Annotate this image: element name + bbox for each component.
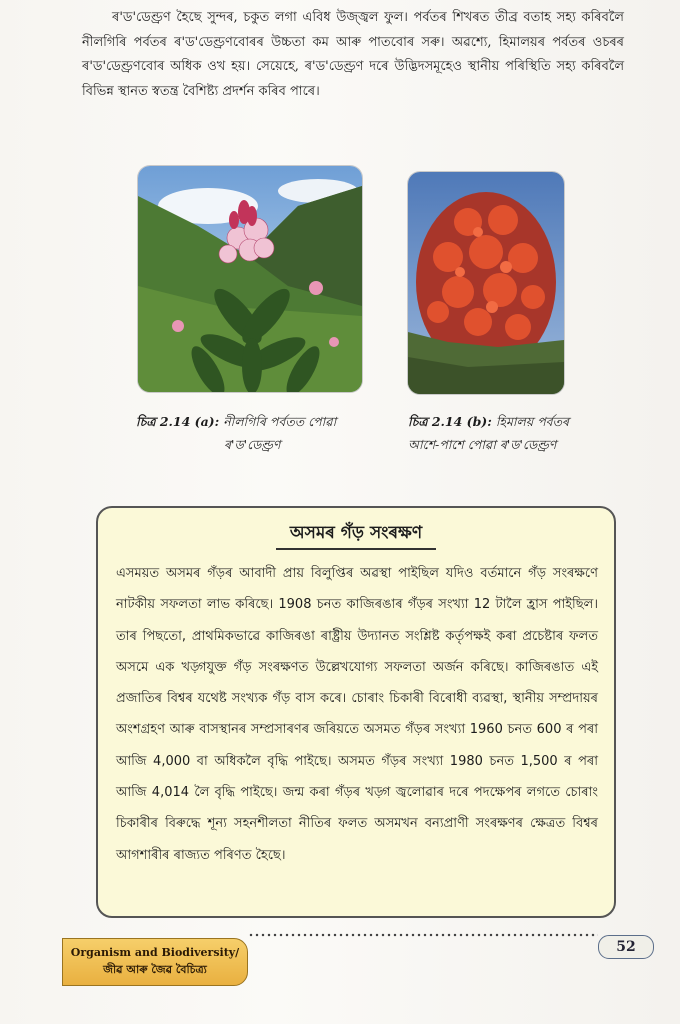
- caption-b-line1: হিমালয় পৰ্বতৰ: [495, 414, 570, 429]
- rhododendron-nilgiri-photo: [138, 166, 362, 392]
- rhino-conservation-box: [96, 506, 616, 918]
- caption-a-line1: নীলগিৰি পৰ্বতত পোৱা: [223, 414, 337, 429]
- figure-caption-a: [136, 410, 386, 456]
- figure-caption-b: [408, 410, 628, 456]
- intro-paragraph-block: [82, 6, 624, 104]
- footer-tab-english: Organism and Biodiversity/: [70, 946, 240, 959]
- caption-a-line2: ৰ'ড'ডেণ্ড্ৰণ: [224, 437, 281, 452]
- box-paragraph: এসময়ত অসমৰ গঁড়ৰ আবাদী প্ৰায় বিলুপ্তিৰ অৱস্থা পাইছিল যদিও বৰ্তমানে গঁড় সংৰক্ষণে নাটকীয় সফলতা লাভ কৰিছে। 1908 চনত কাজিৰঙাৰ গঁড়ৰ সংখ্যা 12 টালৈ হ্ৰাস পাইছিল। তাৰ পিছতো, প্ৰাথমিকভাৱে কাজিৰঙা ৰাষ্ট্ৰীয় উদ্যানত সংশ্লিষ্ট কৰ্তৃপক্ষই কৰা প্ৰচেষ্টাৰ ফলত অসমে এক খড়্গযুক্ত গঁড় সংৰক্ষণত উল্লেখযোগ্য সফলতা অৰ্জন কৰিছে। কাজিৰঙাত এই প্ৰজাতিৰ বিশ্বৰ যথেষ্ট সংখ্যক গঁড় বাস কৰে। চোৰাং চিকাৰী বিৰোধী ব্যৱস্থা, স্থানীয় সম্প্ৰদায়ৰ অংশগ্ৰহণ আৰু বাসস্থানৰ সম্প্ৰসাৰণৰ জৰিয়তে অসমত গঁড়ৰ সংখ্যা 1960 চনত 600 ৰ পৰা আজি 4,000 বা অধিকলৈ বৃদ্ধি পাইছে। অসমত গঁড়ৰ সংখ্যা 1980 চনত 1,500 ৰ পৰা আজি 4,014 লৈ বৃদ্ধি পাইছে। জন্ম কৰা গঁড়ৰ খড়্গ জ্বলোৱাৰ দৰে পদক্ষেপৰ লগতে চোৰাং চিকাৰীৰ বিৰুদ্ধে শূন্য সহনশীলতা নীতিৰ ফলত অসমখন বন্যপ্ৰাণী সংৰক্ষণৰ ক্ষেত্ৰত বিশ্বৰ আগশাৰীৰ ৰাজ্যত পৰিণত হৈছে।: [116, 566, 598, 863]
- box-body: [116, 558, 598, 871]
- rhododendron-himalaya-photo: [408, 172, 564, 394]
- caption-b-label: চিত্ৰ 2.14 (b):: [408, 414, 492, 429]
- caption-a-label: চিত্ৰ 2.14 (a):: [136, 414, 220, 429]
- footer-tab-assamese: জীৱ আৰু জৈৱ বৈচিত্ৰ্য: [103, 963, 207, 976]
- footer-dotted-rule: [248, 933, 598, 937]
- page-number: 52: [598, 935, 654, 959]
- chapter-footer-tab: [62, 938, 248, 986]
- box-title-underline: [276, 548, 436, 550]
- intro-paragraph: ৰ'ড'ডেণ্ড্ৰণ হৈছে সুন্দৰ, চকুত লগা এবিধ উজ্জ্বল ফুল। পৰ্বতৰ শিখৰত তীব্ৰ বতাহ সহ্য কৰিবলৈ নীলগিৰি পৰ্বতৰ ৰ'ড'ডেণ্ড্ৰণবোৰৰ উচ্চতা কম আৰু পাতবোৰ সৰু। অৱশ্যে, হিমালয়ৰ পৰ্বতৰ ওচৰৰ ৰ'ড'ডেণ্ড্ৰণবোৰ অধিক ওখ হয়। সেয়েহে, ৰ'ড'ডেণ্ড্ৰণ দৰে উদ্ভিদসমূহেও স্থানীয় পৰিস্থিতি সহ্য কৰিবলৈ বিভিন্ন স্থানত স্বতন্ত্ৰ বৈশিষ্ট্য প্ৰদৰ্শন কৰিব পাৰে।: [82, 10, 624, 99]
- caption-b-line2: আশে-পাশে পোৱা ৰ'ড'ডেণ্ড্ৰণ: [408, 437, 557, 452]
- box-title: অসমৰ গঁড় সংৰক্ষণ: [289, 523, 423, 543]
